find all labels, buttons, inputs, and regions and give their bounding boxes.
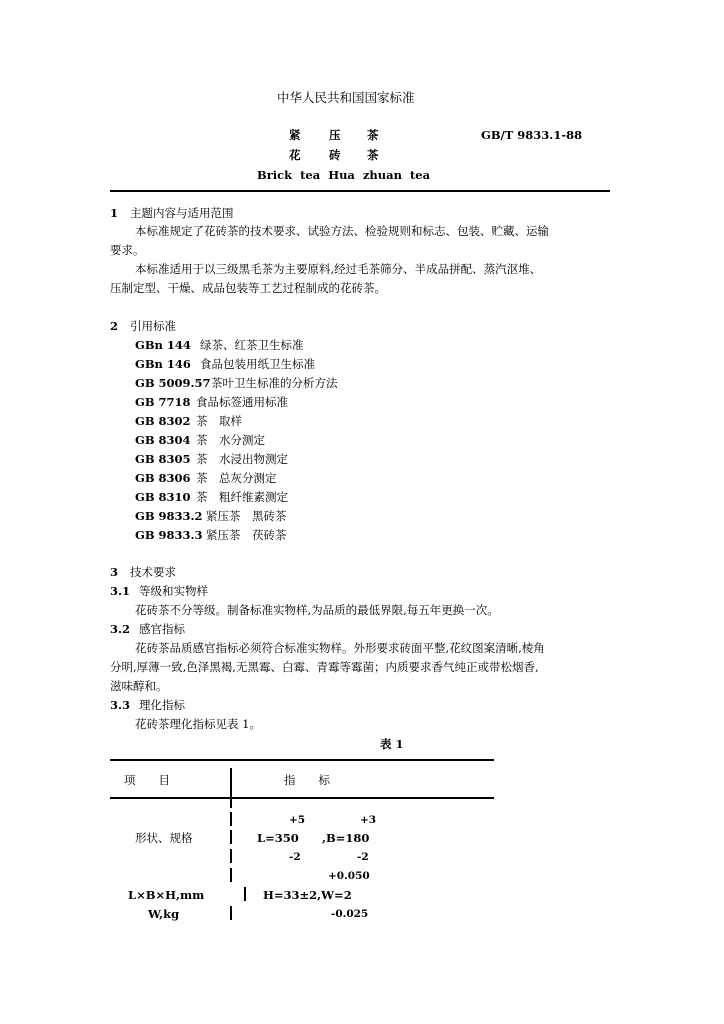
height-weight-value: H=33±2,W=2 <box>263 888 352 902</box>
section3-3-number: 3.3 <box>110 698 131 712</box>
ref-code: GB 8305 <box>135 452 191 466</box>
ref-code: GBn 144 <box>135 338 191 352</box>
column-divider <box>230 906 232 920</box>
tolerance-upper-length: +5 <box>289 814 306 826</box>
section1-para1-line2: 要求。 <box>110 243 145 257</box>
column-divider <box>230 849 232 863</box>
length-value: L=350 <box>257 831 299 845</box>
section3-3-heading: 理化指标 <box>139 698 185 712</box>
section3-3-text: 花砖茶理化指标见表 1。 <box>135 717 261 731</box>
section1-number: 1 <box>110 206 119 220</box>
tolerance-lower-length: -2 <box>289 851 301 863</box>
row-label-weight: W,kg <box>148 907 180 921</box>
ref-title: 紧压茶 茯砖茶 <box>206 528 287 542</box>
column-header-item: 项 目 <box>124 773 170 787</box>
section3-heading: 技术要求 <box>130 565 176 579</box>
column-divider <box>230 868 232 882</box>
column-divider <box>244 887 246 901</box>
section3-2-number: 3.2 <box>110 622 131 636</box>
ref-code: GB 8306 <box>135 471 191 485</box>
section3-2-line1: 花砖茶品质感官指标必须符合标准实物样。外形要求砖面平整,花纹图案清晰,棱角 <box>135 641 545 655</box>
category-char-1: 紧 <box>289 128 301 142</box>
ref-code: GB 9833.3 <box>135 528 203 542</box>
ref-code: GB 8302 <box>135 414 191 428</box>
ref-code: GB 5009.57 <box>135 376 211 390</box>
name-cn-char-1: 花 <box>289 148 301 162</box>
tolerance-upper-weight: +0.050 <box>328 870 370 882</box>
ref-title: 茶叶卫生标准的分析方法 <box>211 376 338 390</box>
table-header-rule <box>110 797 494 799</box>
section3-2-line3: 滋味醇和。 <box>110 679 168 693</box>
ref-code: GB 8310 <box>135 490 191 504</box>
section3-2-line2: 分明,厚薄一致,色泽黑褐,无黑霉、白霉、青霉等霉菌；内质要求香气纯正或带松烟香, <box>110 660 539 674</box>
header-divider <box>110 190 610 192</box>
ref-code: GBn 146 <box>135 357 191 371</box>
ref-title: 食品包装用纸卫生标准 <box>200 357 315 371</box>
section3-number: 3 <box>110 565 119 579</box>
tolerance-lower-weight: -0.025 <box>331 908 369 920</box>
ref-code: GB 8304 <box>135 433 191 447</box>
column-divider <box>230 812 232 826</box>
section3-1-heading: 等级和实物样 <box>139 584 208 598</box>
table-caption: 表 1 <box>380 737 404 751</box>
name-en: Brick tea Hua zhuan tea <box>257 168 431 182</box>
section2-heading: 引用标准 <box>130 319 176 333</box>
section3-2-heading: 感官指标 <box>139 622 185 636</box>
section3-1-number: 3.1 <box>110 584 131 598</box>
ref-title: 绿茶、红茶卫生标准 <box>200 338 304 352</box>
row-label-dimensions: L×B×H,mm <box>128 888 205 902</box>
breadth-value: ,B=180 <box>322 831 370 845</box>
section2-number: 2 <box>110 319 119 333</box>
ref-title: 茶 总灰分测定 <box>196 471 277 485</box>
section1-para2-line1: 本标准适用于以三级黑毛茶为主要原料,经过毛茶筛分、半成品拼配、蒸汽沤堆、 <box>135 262 542 276</box>
ref-title: 紧压茶 黑砖茶 <box>206 509 287 523</box>
section1-para2-line2: 压制定型、干燥、成品包装等工艺过程制成的花砖茶。 <box>110 281 386 295</box>
category-char-2: 压 <box>329 128 341 142</box>
ref-code: GB 9833.2 <box>135 509 203 523</box>
tolerance-lower-breadth: -2 <box>357 851 369 863</box>
ref-code: GB 7718 <box>135 395 191 409</box>
ref-title: 食品标签通用标准 <box>196 395 288 409</box>
ref-title: 茶 取样 <box>196 414 242 428</box>
column-divider <box>230 768 232 808</box>
row-label-shape: 形状、规格 <box>135 831 193 845</box>
ref-title: 茶 水分测定 <box>196 433 265 447</box>
ref-title: 茶 水浸出物测定 <box>196 452 288 466</box>
section3-1-text: 花砖茶不分等级。制备标准实物样,为品质的最低界限,每五年更换一次。 <box>135 603 499 617</box>
ref-title: 茶 粗纤维素测定 <box>196 490 288 504</box>
column-header-index: 指 标 <box>284 773 330 787</box>
table-top-rule <box>110 759 494 761</box>
tolerance-upper-breadth: +3 <box>360 814 377 826</box>
section1-para1-line1: 本标准规定了花砖茶的技术要求、试验方法、检验规则和标志、包装、贮藏、运输 <box>135 224 549 238</box>
section1-heading: 主题内容与适用范围 <box>130 206 234 220</box>
standard-number: GB/T 9833.1-88 <box>481 128 583 142</box>
name-cn-char-2: 砖 <box>329 148 341 162</box>
category-char-3: 茶 <box>367 128 379 142</box>
name-cn-char-3: 茶 <box>367 148 379 162</box>
column-divider <box>230 830 232 844</box>
national-standard-title: 中华人民共和国国家标准 <box>277 90 415 105</box>
